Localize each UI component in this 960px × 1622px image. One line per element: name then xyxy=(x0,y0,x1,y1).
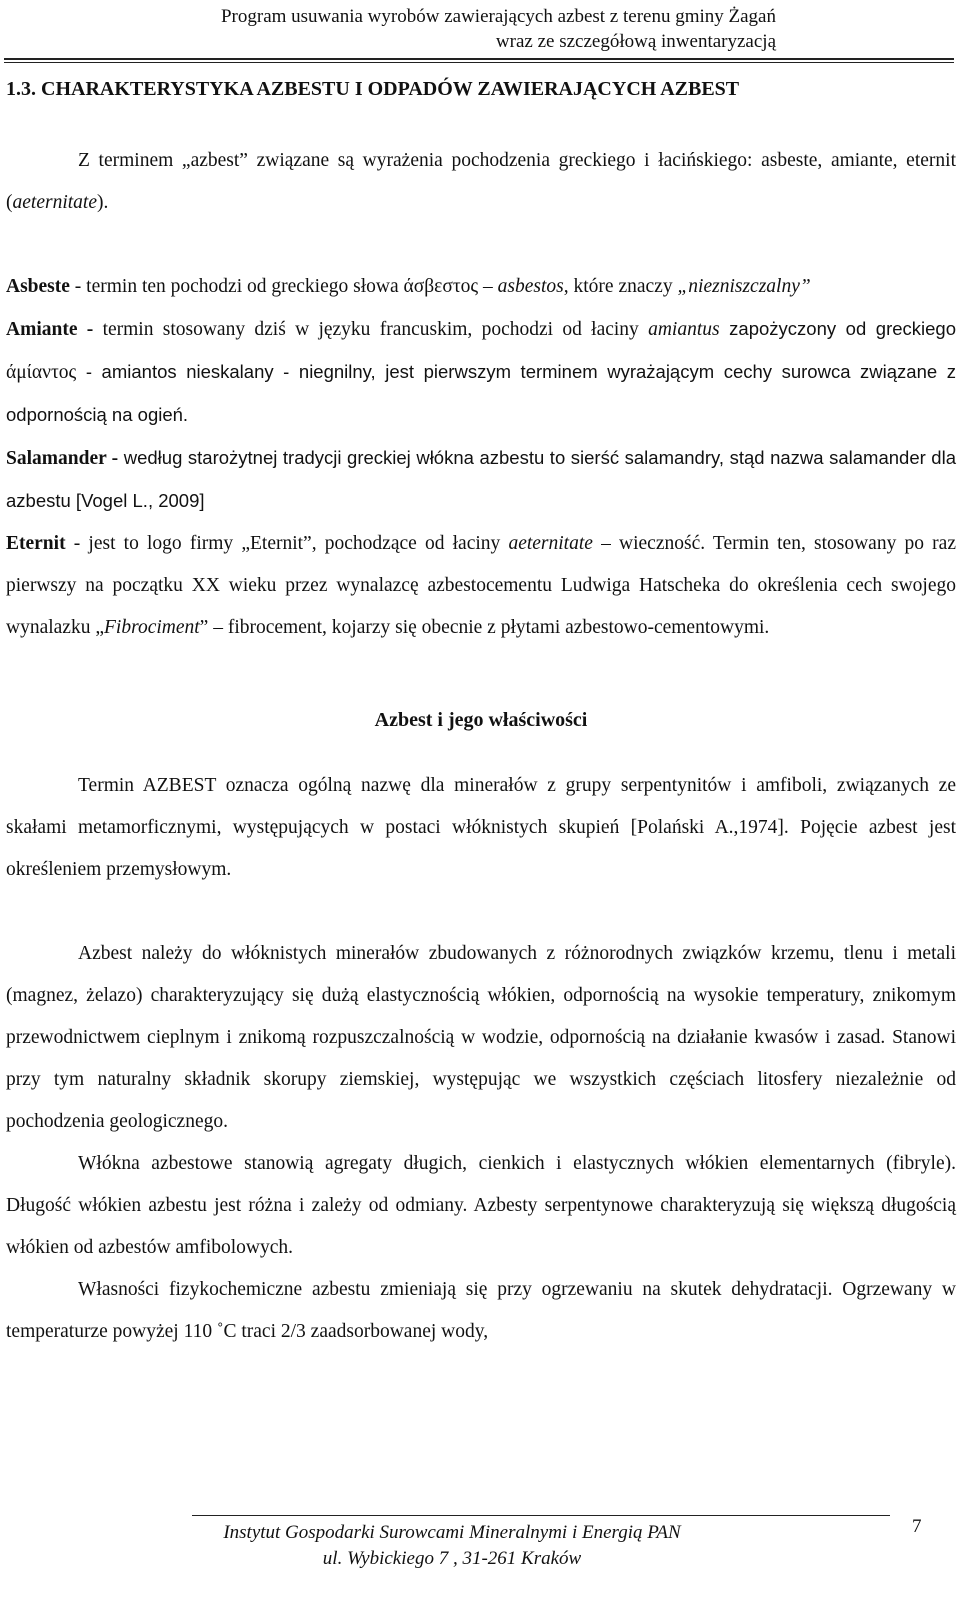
asbeste-greek: άσβεστος xyxy=(403,276,479,297)
asbeste-term: Asbeste xyxy=(6,276,70,297)
salamander-paragraph xyxy=(6,437,956,523)
salamander-term: Salamander - xyxy=(6,448,119,469)
eternit-text-1: - jest to logo firmy „Eternit”, pochodzące od łaciny xyxy=(65,533,509,554)
eternit-text-2: – wieczność. Termin ten, stosowany po raz pierwszy na początku XX wieku przez wynalazcę azbestocementu Ludwiga Hatscheka do określenia cech swojego wynalazku „ xyxy=(6,533,956,638)
amiante-paragraph xyxy=(6,308,956,437)
header-line-1: Program usuwania wyrobów zawierających azbest z terenu gminy Żagań xyxy=(220,6,776,27)
paragraph-2: Azbest należy do włóknistych minerałów zbudowanych z różnorodnych związków krzemu, tlenu i metali (magnez, żelazo) charakteryzujący się dużą elastycznością włókien, odpornością na wysokie temperatury, znikomym przewodnictwem cieplnym i znikomą rozpuszczalnością w wodzie, odpornością na działanie kwasów i zasad. Stanowi przy tym naturalny składnik skorupy ziemskiej, występując we wszystkich częściach litosfery niezależnie od pochodzenia geologicznego. xyxy=(6,943,956,1132)
footer-line-1: Instytut Gospodarki Surowcami Mineralnymi i Energią PAN xyxy=(223,1522,681,1543)
header-line-2: wraz ze szczegółową inwentaryzacją xyxy=(495,31,776,52)
amiante-latin: amiantus xyxy=(648,319,720,340)
subsection-title: Azbest i jego właściwości xyxy=(374,709,588,731)
page-header xyxy=(0,4,960,54)
asbeste-latin: asbestos xyxy=(497,276,564,297)
amiante-text-3: - amiantos nieskalany - niegnilny, jest pierwszym terminem wyrażającym cechy surowca związane z odpornością na ogień. xyxy=(6,361,956,425)
document-body xyxy=(6,72,956,1353)
amiante-text-1: termin stosowany dziś w języku francuskim, pochodzi od łaciny xyxy=(93,319,649,340)
intro-paragraph xyxy=(6,140,956,224)
page-number: 7 xyxy=(912,1516,922,1537)
eternit-text-3: ” – fibrocement, kojarzy się obecnie z płytami azbestowo-cementowymi. xyxy=(199,617,770,638)
paragraph-1: Termin AZBEST oznacza ogólną nazwę dla minerałów z grupy serpentynitów i amfiboli, związanych ze skałami metamorficznymi, występujących w postaci włóknistych skupień [Polański A.,1974]. Pojęcie azbest jest określeniem przemysłowym. xyxy=(6,775,956,880)
eternit-paragraph xyxy=(6,523,956,649)
page-footer xyxy=(192,1520,712,1572)
asbeste-text-2: , które znaczy xyxy=(563,276,678,297)
asbeste-text-1: - termin ten pochodzi od greckiego słowa xyxy=(69,276,404,297)
header-divider xyxy=(4,58,954,60)
paragraph-3: Włókna azbestowe stanowią agregaty długich, cienkich i elastycznych włókien elementarnych (fibryle). Długość włókien azbestu jest różna i zależy od odmiany. Azbesty serpentynowe charakteryzują się większą długością włókien od azbestów amfibolowych. xyxy=(6,1153,956,1258)
asbeste-dash: – xyxy=(478,276,498,297)
asbeste-meaning: „niezniszczalny” xyxy=(677,276,811,297)
amiante-text-2: zapożyczony od greckiego xyxy=(719,318,957,339)
salamander-text: według starożytnej tradycji greckiej włókna azbestu to sierść salamandry, stąd nazwa salamander dla azbestu [Vogel L., 2009] xyxy=(6,447,956,511)
section-title: 1.3. CHARAKTERYSTYKA AZBESTU I ODPADÓW ZAWIERAJĄCYCH AZBEST xyxy=(6,78,740,100)
asbeste-paragraph xyxy=(6,266,956,308)
intro-aeternitate: aeternitate xyxy=(12,192,97,213)
footer-divider xyxy=(192,1515,890,1516)
footer-line-2: ul. Wybickiego 7 , 31-261 Kraków xyxy=(322,1548,582,1569)
paragraph-4: Własności fizykochemiczne azbestu zmieniają się przy ogrzewaniu na skutek dehydratacji. Ogrzewany w temperaturze powyżej 110 ˚C traci 2/3 zaadsorbowanej wody, xyxy=(6,1279,956,1342)
intro-text-1: Z terminem „azbest” związane są wyrażenia pochodzenia greckiego i łacińskiego: asbeste, amiante, eternit ( xyxy=(6,150,956,213)
header-divider-thin xyxy=(4,62,954,63)
amiante-greek: άμίαντος xyxy=(6,362,77,383)
amiante-term: Amiante - xyxy=(6,319,94,340)
eternit-fibrociment: Fibrociment xyxy=(104,617,200,638)
eternit-term: Eternit xyxy=(6,533,66,554)
eternit-aeternitate: aeternitate xyxy=(508,533,593,554)
intro-text-2: ). xyxy=(96,192,109,213)
